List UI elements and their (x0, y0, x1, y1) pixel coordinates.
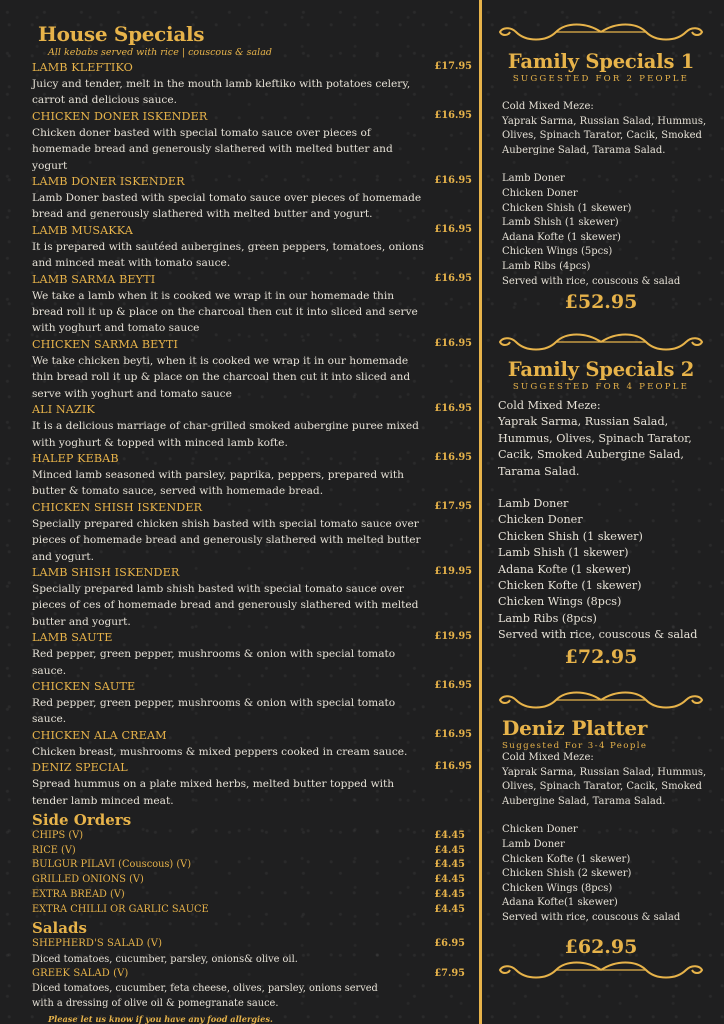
menu-item (32, 60, 472, 109)
family-specials-1-subtitle: SUGGESTED FOR 2 PEOPLE (512, 74, 690, 84)
deniz-platter-title: Deniz Platter (502, 716, 648, 740)
deniz-platter-subtitle: Suggested For 3-4 People (502, 741, 648, 751)
list-line: Yaprak Sarma, Russian Salad, Hummus, (502, 766, 707, 778)
menu-item (32, 679, 472, 728)
menu-item-name: CHICKEN SAUTE (32, 679, 136, 693)
menu-item (32, 451, 472, 500)
menu-item-description: Red pepper, green pepper, mushrooms & onion with special tomato sauce. (32, 696, 396, 726)
side-order-name: CHIPS (V) (32, 830, 84, 841)
salad-item (32, 937, 472, 967)
side-order-price: £4.45 (434, 888, 465, 900)
menu-item (32, 565, 472, 630)
menu-item-name: LAMB SHISH ISKENDER (32, 565, 180, 579)
menu-item-price: £16.95 (434, 761, 472, 773)
list-line: Aubergine Salad, Tarama Salad. (502, 144, 666, 156)
side-order-price: £4.45 (434, 859, 465, 871)
salad-item (32, 967, 472, 1012)
menu-item-description: Juicy and tender, melt in the mouth lamb kleftiko with potatoes celery, carrot and delicious sauce. (32, 78, 411, 107)
menu-item-price: £16.95 (434, 403, 472, 415)
salad-item-price: £7.95 (434, 967, 465, 979)
menu-item (32, 402, 472, 451)
list-line: Yaprak Sarma, Russian Salad, Hummus, (502, 115, 707, 127)
menu-item-description: Red pepper, green pepper, mushrooms & onion with special tomato sauce. (32, 648, 396, 677)
list-line: Chicken Doner (502, 824, 578, 836)
menu-item-description: Chicken doner basted with special tomato sauce over pieces of homemade bread and generously slathered with melted butter and yogurt (32, 126, 393, 172)
menu-item (32, 760, 472, 809)
menu-item (32, 728, 472, 760)
menu-item-description: Lamb Doner basted with special tomato sauce over pieces of homemade bread and generously slathered with melted butter and yogurt. (32, 192, 422, 221)
menu-item-price: £19.95 (434, 565, 472, 577)
house-specials-list (32, 60, 472, 809)
family-specials-1-panel (490, 20, 712, 313)
list-line: Lamb Ribs (4pcs) (502, 260, 591, 272)
menu-item-name: CHICKEN ALA CREAM (32, 728, 167, 742)
list-line: Served with rice, couscous & salad (498, 628, 698, 642)
side-order-price: £4.45 (434, 830, 465, 841)
side-order-name: EXTRA CHILLI OR GARLIC SAUCE (32, 903, 209, 915)
column-divider (479, 0, 482, 1024)
side-order-price: £4.45 (434, 844, 465, 856)
list-line: Chicken Doner (502, 187, 578, 199)
salads-title: Salads (32, 919, 87, 938)
list-line: Olives, Spinach Tarator, Cacik, Smoked (502, 781, 702, 793)
side-order-name: BULGUR PILAVI (Couscous) (V) (32, 859, 192, 871)
list-line: Served with rice, couscous & salad (502, 275, 681, 287)
house-specials-title: House Specials (38, 22, 205, 46)
menu-item-name: LAMB KLEFTIKO (32, 61, 133, 74)
menu-item-description: We take a lamb when it is cooked we wrap it in our homemade thin bread roll it up & place on the charcoal then cut it into sliced and serve with yoghurt and tomato sauce (32, 289, 418, 335)
menu-item-description: It is a delicious marriage of char-grilled smoked aubergine puree mixed with yoghurt & topped with minced lamb kofte. (32, 420, 419, 449)
menu-item-name: LAMB SARMA BEYTI (32, 272, 156, 286)
menu-item (32, 630, 472, 679)
menu-item-price: £17.95 (434, 61, 472, 72)
menu-item-name: LAMB SAUTE (32, 631, 113, 645)
menu-item-price: £16.95 (434, 109, 472, 121)
deniz-platter-price: £62.95 (564, 935, 638, 958)
list-line: Chicken Wings (5pcs) (502, 246, 613, 258)
side-order-row (32, 903, 472, 918)
family-specials-2-mains (498, 496, 712, 644)
menu-item-name: DENIZ SPECIAL (32, 761, 128, 775)
list-line: Chicken Shish (1 skewer) (502, 202, 632, 214)
menu-item-price: £16.95 (434, 679, 472, 691)
list-line: Tarama Salad. (498, 464, 580, 478)
family-specials-1-meze (502, 100, 712, 158)
list-line: Lamb Ribs (8pcs) (498, 611, 597, 625)
list-line: Aubergine Salad, Tarama Salad. (502, 795, 666, 807)
menu-item-name: HALEP KEBAB (32, 451, 119, 465)
menu-item-description: We take chicken beyti, when it is cooked we wrap it in our homemade thin bread roll it up & place on the charcoal then cut it into sliced and serve with yoghurt and tomato sauce (32, 354, 411, 400)
side-orders-list (32, 829, 472, 917)
side-order-price: £4.45 (434, 874, 465, 886)
family-specials-2-title: Family Specials 2 (507, 358, 695, 381)
list-line: Adana Kofte(1 skewer) (502, 897, 618, 909)
menu-item (32, 272, 472, 337)
deniz-platter-meze (502, 751, 712, 809)
menu-item-description: Minced lamb seasoned with parsley, paprika, peppers, prepared with butter & tomato sauce, served with homemade bread. (32, 468, 405, 498)
menu-item (32, 109, 472, 174)
list-line: Lamb Doner (502, 173, 565, 185)
family-specials-1-mains (502, 172, 712, 289)
menu-item-name: CHICKEN SHISH ISKENDER (32, 500, 203, 514)
salad-item-name: GREEK SALAD (V) (32, 967, 129, 979)
menu-item-name: CHICKEN SARMA BEYTI (32, 337, 178, 351)
side-order-name: GRILLED ONIONS (V) (32, 874, 144, 886)
menu-item-name: LAMB MUSAKKA (32, 223, 133, 237)
menu-item (32, 223, 472, 272)
menu-item-description: Specially prepared lamb shish basted with special tomato sauce over pieces of ces of homemade bread and generously slathered with melted butter and yogurt. (32, 582, 419, 628)
menu-item-description: It is prepared with sautéed aubergines, green peppers, tomatoes, onions and minced meat with tomato sauce. (32, 240, 424, 270)
deniz-platter-panel (490, 688, 712, 982)
side-order-name: EXTRA BREAD (V) (32, 888, 125, 900)
menu-item-price: £16.95 (434, 728, 472, 740)
menu-item (32, 337, 472, 402)
menu-item (32, 174, 472, 223)
list-line: Chicken Shish (2 skewer) (502, 868, 632, 880)
family-specials-1-price: £52.95 (564, 291, 638, 314)
salad-item-description: Diced tomatoes, cucumber, parsley, onions& olive oil. (32, 953, 298, 965)
allergy-note: Please let us know if you have any food allergies. (48, 1014, 273, 1024)
menu-item-price: £17.95 (434, 500, 472, 512)
list-line: Olives, Spinach Tarator, Cacik, Smoked (502, 130, 702, 142)
list-line: Lamb Shish (1 skewer) (498, 546, 629, 560)
list-line: Cold Mixed Meze: (502, 101, 594, 112)
swirl-ornament-icon (496, 20, 706, 44)
list-line: Chicken Doner (498, 513, 583, 527)
salad-item-price: £6.95 (434, 938, 465, 950)
list-line: Adana Kofte (1 skewer) (502, 231, 621, 243)
list-line: Chicken Kofte (1 skewer) (502, 853, 631, 865)
family-specials-2-subtitle: SUGGESTED FOR 4 PEOPLE (512, 382, 690, 392)
list-line: Yaprak Sarma, Russian Salad, (498, 415, 669, 429)
family-specials-2-meze (498, 398, 712, 480)
salad-item-description: Diced tomatoes, cucumber, feta cheese, olives, parsley, onions served with a dressing of olive oil & pomegranate sauce. (32, 983, 378, 1010)
menu-item-price: £16.95 (434, 272, 472, 284)
menu-item-description: Chicken breast, mushrooms & mixed peppers cooked in cream sauce. (32, 745, 408, 758)
list-line: Served with rice, couscous & salad (502, 911, 681, 923)
salads-list (32, 937, 472, 1011)
family-specials-2-panel (490, 330, 712, 668)
salad-item-name: SHEPHERD'S SALAD (V) (32, 938, 163, 950)
side-order-price: £4.45 (434, 903, 465, 915)
side-order-row (32, 873, 472, 888)
menu-item-name: ALI NAZIK (32, 403, 95, 417)
list-line: Hummus, Olives, Spinach Tarator, (498, 431, 692, 445)
menu-item-price: £16.95 (434, 223, 472, 235)
family-specials-1-title: Family Specials 1 (507, 50, 695, 73)
swirl-ornament-icon (496, 688, 706, 712)
menu-item-price: £16.95 (434, 337, 472, 349)
list-line: Cold Mixed Meze: (502, 752, 594, 763)
list-line: Lamb Doner (498, 497, 569, 511)
list-line: Chicken Shish (1 skewer) (498, 529, 643, 543)
list-line: Adana Kofte (1 skewer) (498, 562, 632, 576)
side-order-row (32, 858, 472, 873)
house-specials-note: All kebabs served with rice | couscous & salad (48, 47, 272, 58)
swirl-ornament-icon (496, 330, 706, 354)
menu-item-description: Spread hummus on a plate mixed herbs, melted butter topped with tender lamb minced meat. (32, 778, 395, 807)
swirl-ornament-icon (496, 958, 706, 982)
list-line: Chicken Kofte (1 skewer) (498, 579, 642, 593)
menu-item-price: £19.95 (434, 631, 472, 643)
list-line: Lamb Shish (1 skewer) (502, 217, 619, 229)
menu-item-price: £16.95 (434, 451, 472, 463)
list-line: Lamb Doner (502, 838, 565, 850)
list-line: Chicken Wings (8pcs) (502, 882, 613, 894)
side-order-row (32, 829, 472, 844)
family-specials-2-price: £72.95 (564, 645, 638, 668)
side-orders-title: Side Orders (32, 811, 132, 829)
side-order-row (32, 888, 472, 903)
left-column (32, 22, 472, 1024)
menu-item (32, 500, 472, 565)
list-line: Chicken Wings (8pcs) (498, 595, 622, 609)
list-line: Cold Mixed Meze: (498, 399, 601, 412)
deniz-platter-mains (502, 823, 712, 925)
menu-item-name: CHICKEN DONER ISKENDER (32, 109, 208, 123)
menu-item-price: £16.95 (434, 175, 472, 187)
side-order-row (32, 844, 472, 859)
menu-item-description: Specially prepared chicken shish basted with special tomato sauce over pieces of homemade bread and generously slathered with melted butter and yogurt. (32, 517, 421, 563)
side-order-name: RICE (V) (32, 844, 76, 856)
list-line: Cacik, Smoked Aubergine Salad, (498, 448, 684, 462)
menu-item-name: LAMB DONER ISKENDER (32, 175, 185, 189)
